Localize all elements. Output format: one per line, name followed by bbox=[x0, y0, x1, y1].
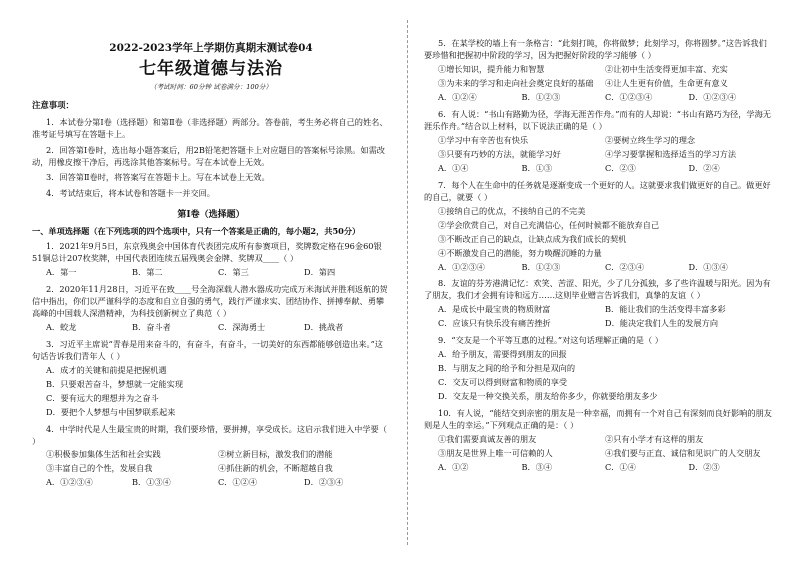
statement-1: ①增长知识，提升能力和智慧 bbox=[438, 63, 545, 74]
subject-title: 七年级道德与法治 bbox=[139, 59, 283, 80]
option-b: B．①②③ bbox=[521, 261, 561, 272]
question-8-stem: 8．友谊的芬芳港满记忆：欢笑、苦涩、阳光，少了几分孤独，多了些许温暖与阳光。因为有了朋友，我们才会拥有诗和远方……这则毕业赠言告诉我们，真挚的友谊（ ） bbox=[424, 278, 771, 301]
option-c: C．②③④ bbox=[605, 261, 645, 272]
statement-3: ③只要有巧妙的方法，就能学习好 bbox=[438, 148, 561, 159]
option-b: B．③④ bbox=[521, 462, 553, 473]
question-4-items-row2 bbox=[32, 463, 390, 475]
option-a: A．①②③④ bbox=[438, 261, 485, 272]
option-d: D．要把个人梦想与中国梦联系起来 bbox=[46, 406, 176, 417]
statement-3: ③朋友是世界上唯一可信赖的人 bbox=[438, 448, 553, 459]
option-d: D．②④ bbox=[688, 162, 720, 173]
part-intro: 一、单项选择题（在下列选项的四个选项中，只有一个答案是正确的，每小题2，共50分） bbox=[32, 225, 361, 236]
statement-3: ③为未来的学习和走向社会奠定良好的基础 bbox=[438, 77, 594, 88]
option-a: A．蛟龙 bbox=[46, 321, 77, 332]
option-c: C．①④ bbox=[605, 462, 636, 473]
option-a: A．成才的关键和前提是把握机遇 bbox=[46, 364, 167, 375]
question-5-options bbox=[424, 92, 772, 104]
statement-1: ①我们需要真诚友善的朋友 bbox=[438, 434, 537, 445]
statement-2: ②要树立终生学习的理念 bbox=[605, 134, 696, 145]
question-1-stem: 1．2021年9月5日，东京残奥会中国体育代表团完成所有参赛项目，奖牌数定格在96金60银51铜总计207枚奖牌，中国代表团连续五届残奥会金牌、奖牌双____（ ） bbox=[32, 240, 382, 263]
option-d: D．能决定我们人生的发展方向 bbox=[605, 318, 719, 329]
option-a: A．①② bbox=[438, 462, 469, 473]
option-b: B．能让我们的生活变得丰富多彩 bbox=[605, 304, 726, 315]
question-5-items-row2 bbox=[424, 78, 772, 90]
option-d: D．②③④ bbox=[304, 477, 344, 488]
statement-3: ③不断改正自己的缺点，让缺点成为我们成长的契机 bbox=[438, 233, 627, 244]
statement-4: ④学习要掌握和选择适当的学习方法 bbox=[605, 148, 737, 159]
question-9-stem: 9．“交友是一个平等互惠的过程。”对这句话理解正确的是（ ） bbox=[438, 335, 663, 346]
statement-2: ②只有小学才有这样的朋友 bbox=[605, 434, 704, 445]
option-b: B．奋斗者 bbox=[132, 321, 171, 332]
option-d: D．①②③④ bbox=[688, 91, 737, 102]
question-2-stem: 2．2020年11月28日，习近平在致____号全海深载人潜水器成功完成万米海试并胜利返航的贺信中指出，你们以严谨科学的态度和自立自强的勇气，践行严谨求实、团结协作、拼搏奉献、勇攀高峰的中国载人深潜精神，为科技创新树立了典范（ ） bbox=[32, 283, 388, 318]
statement-4: ④不断激发自己的潜能，努力唤醒沉睡的力量 bbox=[438, 247, 602, 258]
statement-4: ④让人生更有价值，生命更有意义 bbox=[605, 77, 728, 88]
statement-4: ④抓住新的机会，不断超越自我 bbox=[218, 463, 333, 474]
note-item: 2．回答第Ⅰ卷时，选出每小题答案后，用2B铅笔把答题卡上对应题目的答案标号涂黑。如需改动，用橡皮擦干净后，再选涂其他答案标号。写在本试卷上无效。 bbox=[32, 144, 385, 167]
option-c: C．第三 bbox=[218, 266, 249, 277]
option-a: A．是成长中最宝贵的物质财富 bbox=[438, 304, 551, 315]
statement-2: ②学会欣赏自己，对自己充满信心，任何时候都不能放弃自己 bbox=[438, 219, 660, 230]
option-a: A．①④ bbox=[438, 162, 469, 173]
question-6-items-row2 bbox=[424, 149, 772, 161]
question-10-items-row2 bbox=[424, 448, 772, 460]
option-a: A．①②④ bbox=[438, 91, 477, 102]
notes-heading: 注意事项： bbox=[32, 100, 74, 111]
question-5-stem: 5．在某学校的墙上有一条格言：“此刻打盹，你将做梦；此刻学习，你将圆梦。”这告诉我们要珍惜和把握初中阶段的学习，因为把握好阶段的学习能够（ ） bbox=[424, 38, 767, 60]
right-column bbox=[424, 38, 772, 474]
question-7-options bbox=[424, 262, 772, 274]
option-c: C．应该只有快乐没有痛苦挫折 bbox=[438, 318, 551, 329]
statement-1: ①接纳自己的优点，不接纳自己的不完美 bbox=[438, 205, 586, 216]
option-d: D．挑战者 bbox=[304, 321, 344, 332]
option-d: D．交友是一种交换关系，朋友给你多少，你就要给朋友多少 bbox=[438, 391, 658, 402]
option-d: D．②③ bbox=[688, 462, 720, 473]
option-c: C．交友可以得到财富和物质的享受 bbox=[438, 377, 568, 388]
option-a: A．第一 bbox=[46, 266, 77, 277]
question-5-items-row1 bbox=[424, 64, 772, 76]
exam-meta: （考试时间：60分钟 试卷满分：100分） bbox=[150, 82, 272, 91]
note-item: 3．回答第Ⅱ卷时，将答案写在答题卡上。写在本试卷上无效。 bbox=[46, 172, 270, 183]
question-6-items-row1 bbox=[424, 135, 772, 147]
option-c: C．①②④ bbox=[218, 477, 258, 488]
question-1-options bbox=[32, 267, 390, 279]
section-title: 第Ⅰ卷（选择题） bbox=[177, 210, 245, 221]
option-a: A．①②③④ bbox=[46, 477, 93, 488]
option-d: D．①③④ bbox=[688, 261, 728, 272]
statement-3: ③丰富自己的个性，发展自我 bbox=[46, 463, 153, 474]
question-6-stem: 6．有人说：“书山有路勤为径，学海无涯苦作舟。”而有的人却说：“书山有路巧为径，学海无涯乐作舟。”结合以上材料，以下说法正确的是（ ） bbox=[424, 108, 771, 131]
option-c: C．要有远大的理想并为之奋斗 bbox=[46, 392, 159, 403]
statement-1: ①积极参加集体生活和社会实践 bbox=[46, 449, 161, 460]
option-b: B．与朋友之间的给予和分担是双向的 bbox=[438, 363, 576, 374]
option-c: C．②③ bbox=[605, 162, 636, 173]
option-c: C．①②③④ bbox=[605, 91, 653, 102]
exam-title: 2022-2023学年上学期仿真期末测试卷04 bbox=[109, 42, 313, 54]
statement-2: ②树立新目标，激发我们的潜能 bbox=[218, 449, 333, 460]
question-8-options-row2 bbox=[424, 318, 772, 330]
statement-2: ②让初中生活变得更加丰富、充实 bbox=[605, 63, 728, 74]
option-a: A．给予朋友，需要得到朋友的回报 bbox=[438, 349, 567, 360]
question-10-items-row1 bbox=[424, 434, 772, 446]
option-b: B．①③④ bbox=[132, 477, 171, 488]
question-4-stem: 4．中学时代是人生最宝贵的时期，我们要珍惜，要拼搏，享受成长。这启示我们进入中学要（ ） bbox=[32, 423, 387, 446]
column-divider bbox=[407, 20, 408, 545]
question-6-options bbox=[424, 163, 772, 175]
option-b: B．只要艰苦奋斗，梦想就一定能实现 bbox=[46, 378, 184, 389]
option-c: C．深海勇士 bbox=[218, 321, 266, 332]
question-8-options-row1 bbox=[424, 304, 772, 316]
statement-1: ①学习中有辛苦也有快乐 bbox=[438, 134, 529, 145]
question-3-stem: 3．习近平主席说“青春是用来奋斗的，有奋斗，有奋斗，一切美好的东西都能够创造出来。”这句话告诉我们青年人（ ） bbox=[32, 338, 383, 361]
statement-4: ④我们要与正直、诚信和见识广的人交朋友 bbox=[605, 448, 761, 459]
question-4-options bbox=[32, 477, 390, 489]
question-10-options bbox=[424, 462, 772, 474]
question-10-stem: 10．有人说，“能结交到亲密的朋友是一种幸福，而拥有一个对自己有深刻而良好影响的朋友则是人生的幸运。”下列观点正确的是：（ ） bbox=[424, 408, 772, 431]
note-item: 1．本试卷分第Ⅰ卷（选择题）和第Ⅱ卷（非选择题）两部分。答卷前，考生务必将自己的姓名、准考证号填写在答题卡上。 bbox=[32, 116, 388, 139]
option-b: B．第二 bbox=[132, 266, 163, 277]
question-2-options bbox=[32, 322, 390, 334]
option-b: B．①②③ bbox=[521, 91, 561, 102]
option-d: D．第四 bbox=[304, 266, 336, 277]
note-item: 4．考试结束后，将本试卷和答题卡一并交回。 bbox=[46, 188, 215, 199]
option-b: B．①③ bbox=[521, 162, 553, 173]
question-4-items-row1 bbox=[32, 449, 390, 461]
question-7-stem: 7．每个人在生命中的任务就是逐渐变成一个更好的人。这就要求我们做更好的自己。做更好的自己，就要（ ） bbox=[424, 179, 771, 202]
left-column bbox=[32, 32, 390, 489]
